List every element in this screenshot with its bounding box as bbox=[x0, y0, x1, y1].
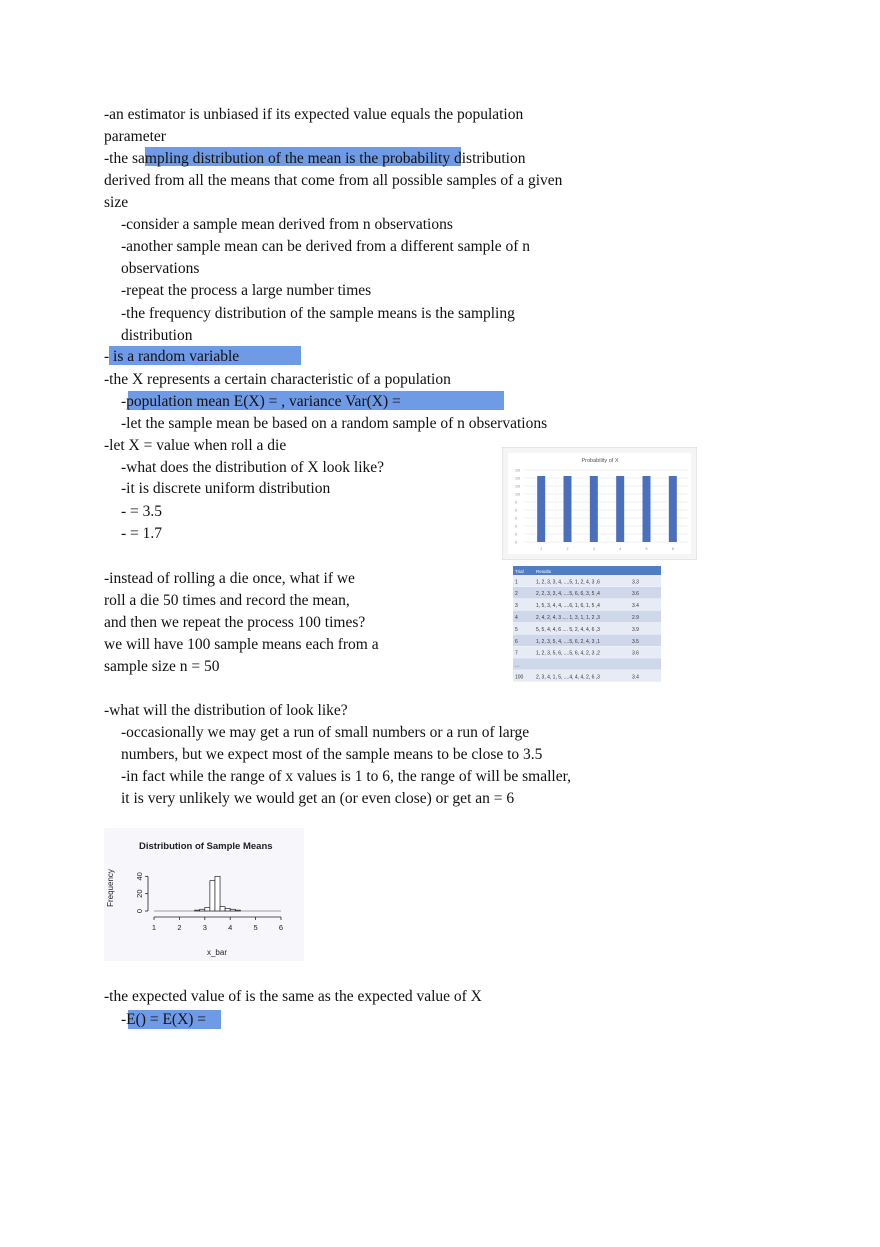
text-line: -instead of rolling a die once, what if we bbox=[104, 570, 355, 587]
text-line: - = 1.7 bbox=[121, 525, 163, 542]
table-cell-mean: 3.9 bbox=[632, 626, 639, 633]
histogram-title: Distribution of Sample Means bbox=[139, 841, 273, 852]
die-chart-title: Probability of X bbox=[581, 458, 619, 464]
text-line: -the frequency distribution of the sample means is the sampling bbox=[121, 305, 515, 322]
text-line: and then we repeat the process 100 times? bbox=[104, 614, 366, 631]
table-cell-results: 1, 2, 3, 5, 4, ....5, 6, 2, 4, 3 ,1 bbox=[536, 638, 600, 645]
text-line: -the sampling distribution of the mean is the probability distribution bbox=[104, 150, 526, 167]
histogram-x-tick: 4 bbox=[228, 923, 233, 932]
histogram-x-tick: 5 bbox=[253, 923, 258, 932]
text-line: -consider a sample mean derived from n observations bbox=[121, 216, 453, 233]
table-cell-trial: 3 bbox=[515, 603, 518, 610]
histogram-svg bbox=[104, 828, 304, 961]
die-x-tick: 6 bbox=[671, 547, 674, 551]
die-bar bbox=[537, 476, 545, 542]
histogram-y-tick: 20 bbox=[135, 889, 144, 898]
table-cell-mean: 3.6 bbox=[632, 650, 639, 657]
table-cell-trial: ... bbox=[515, 662, 520, 669]
text-line: size bbox=[104, 194, 129, 211]
text-line: -population mean E(X) = , variance Var(X) = bbox=[121, 393, 401, 410]
table-cell-results: 2, 3, 4, 1, 5, ....4, 4, 4, 2, 6 ,3 bbox=[536, 674, 600, 681]
die-bar bbox=[616, 476, 624, 542]
die-bar bbox=[564, 476, 572, 542]
table-header-trial: Trial bbox=[515, 569, 524, 574]
text-line: it is very unlikely we would get an (or even close) or get an = 6 bbox=[121, 790, 515, 807]
table-cell-trial: 5 bbox=[515, 626, 518, 633]
text-line: -in fact while the range of x values is 1 to 6, the range of will be smaller, bbox=[121, 768, 572, 785]
table-cell-results: 1, 2, 3, 3, 4, ....5, 1, 2, 4, 3 ,6 bbox=[536, 579, 600, 586]
table-cell-results: 2, 2, 3, 3, 4, ....5, 6, 6, 3, 5 ,4 bbox=[536, 591, 600, 598]
histogram-bar bbox=[210, 881, 215, 911]
text-line: -the X represents a certain characteristic of a population bbox=[104, 371, 451, 388]
table-cell-trial: 6 bbox=[515, 638, 518, 645]
die-bar bbox=[669, 476, 677, 542]
text-line: -E() = E(X) = bbox=[121, 1011, 207, 1028]
die-x-tick: 4 bbox=[619, 547, 622, 551]
table-cell-trial: 1 bbox=[515, 579, 518, 586]
histogram-bar bbox=[220, 907, 225, 911]
die-x-tick: 5 bbox=[645, 547, 648, 551]
die-y-tick: 1/6 bbox=[515, 492, 520, 497]
text-line: -an estimator is unbiased if its expected value equals the population bbox=[104, 106, 524, 123]
histogram-bar bbox=[225, 908, 230, 911]
die-x-tick: 3 bbox=[592, 547, 595, 551]
text-line: -what will the distribution of look like? bbox=[104, 702, 348, 719]
table-cell-trial: 7 bbox=[515, 650, 518, 657]
trials-table bbox=[513, 566, 661, 682]
histogram-bar bbox=[235, 910, 240, 911]
histogram-x-tick: 6 bbox=[278, 923, 284, 932]
table-cell-results: 2, 4, 2, 4, 3 .... 1, 3, 1, 1, 2 ,3 bbox=[536, 614, 600, 621]
table-row bbox=[513, 658, 661, 670]
die-x-tick: 1 bbox=[540, 547, 543, 551]
text-line: -what does the distribution of X look like? bbox=[121, 459, 385, 476]
histogram-x-tick: 1 bbox=[151, 923, 157, 932]
text-line: -the expected value of is the same as the expected value of X bbox=[104, 988, 482, 1005]
table-cell-mean: 3.6 bbox=[632, 591, 639, 598]
text-line: -it is discrete uniform distribution bbox=[121, 480, 331, 497]
histogram-x-tick: 2 bbox=[177, 923, 182, 932]
table-cell-mean: 3.4 bbox=[632, 674, 639, 681]
text-line: parameter bbox=[104, 128, 166, 145]
text-line: -another sample mean can be derived from a different sample of n bbox=[121, 238, 531, 255]
text-line: - = 3.5 bbox=[121, 503, 163, 520]
histogram-y-tick: 0 bbox=[135, 908, 144, 914]
table-cell-results: 1, 5, 3, 4, 4, ....6, 1, 6, 1, 5 ,4 bbox=[536, 603, 600, 610]
trials-table-svg bbox=[513, 566, 661, 682]
die-y-tick: 0 bbox=[515, 540, 517, 545]
text-line: sample size n = 50 bbox=[104, 658, 220, 675]
text-line: -let the sample mean be based on a random sample of n observations bbox=[121, 415, 548, 432]
text-line: we will have 100 sample means each from a bbox=[104, 636, 379, 653]
text-line: -occasionally we may get a run of small numbers or a run of large bbox=[121, 724, 530, 741]
histogram-x-tick: 3 bbox=[202, 923, 207, 932]
table-cell-mean: 2.9 bbox=[632, 614, 639, 621]
die-probability-chart bbox=[502, 447, 697, 560]
text-line: roll a die 50 times and record the mean, bbox=[104, 592, 350, 609]
text-line: distribution bbox=[121, 327, 193, 344]
text-line: - is a random variable bbox=[104, 348, 240, 365]
die-y-tick: 0 bbox=[515, 524, 517, 529]
histogram-ylabel: Frequency bbox=[106, 869, 115, 907]
text-line: -repeat the process a large number times bbox=[121, 282, 372, 299]
table-cell-trial: 100 bbox=[515, 674, 524, 681]
table-cell-results: 5, 5, 4, 4, 6 .... 5, 2, 4, 4, 6 ,3 bbox=[536, 626, 600, 633]
die-y-tick: 0 bbox=[515, 532, 517, 537]
table-cell-results: 1, 2, 3, 5, 6, ....5, 6, 4, 2, 3 ,2 bbox=[536, 650, 600, 657]
table-header-results: Results bbox=[536, 569, 552, 574]
table-cell-mean: 3.3 bbox=[632, 579, 639, 586]
text-line: derived from all the means that come from all possible samples of a given bbox=[104, 172, 563, 189]
histogram-bar bbox=[195, 910, 200, 911]
table-cell-mean: 3.5 bbox=[632, 638, 639, 645]
die-y-tick: 1/6 bbox=[515, 468, 520, 473]
text-line: numbers, but we expect most of the sample means to be close to 3.5 bbox=[121, 746, 543, 763]
die-y-tick: 1/6 bbox=[515, 484, 520, 489]
histogram-bar bbox=[205, 908, 210, 911]
histogram-bar bbox=[230, 909, 235, 911]
table-cell-trial: 4 bbox=[515, 614, 518, 621]
die-y-tick: 0 bbox=[515, 500, 517, 505]
histogram-xlabel: x_bar bbox=[206, 948, 228, 957]
histogram-bar bbox=[200, 909, 205, 911]
die-x-tick: 2 bbox=[566, 547, 569, 551]
sample-means-histogram bbox=[104, 828, 304, 961]
text-line: -let X = value when roll a die bbox=[104, 437, 287, 454]
die-bar bbox=[590, 476, 598, 542]
text-line: observations bbox=[121, 260, 200, 277]
die-y-tick: 0 bbox=[515, 516, 517, 521]
histogram-bar bbox=[215, 876, 220, 911]
table-cell-trial: 2 bbox=[515, 591, 518, 598]
die-bar bbox=[643, 476, 651, 542]
die-y-tick: 1/6 bbox=[515, 476, 520, 481]
die-probability-svg bbox=[502, 447, 697, 560]
histogram-y-tick: 40 bbox=[135, 872, 144, 881]
table-cell-mean: 3.4 bbox=[632, 603, 639, 610]
die-y-tick: 0 bbox=[515, 508, 517, 513]
